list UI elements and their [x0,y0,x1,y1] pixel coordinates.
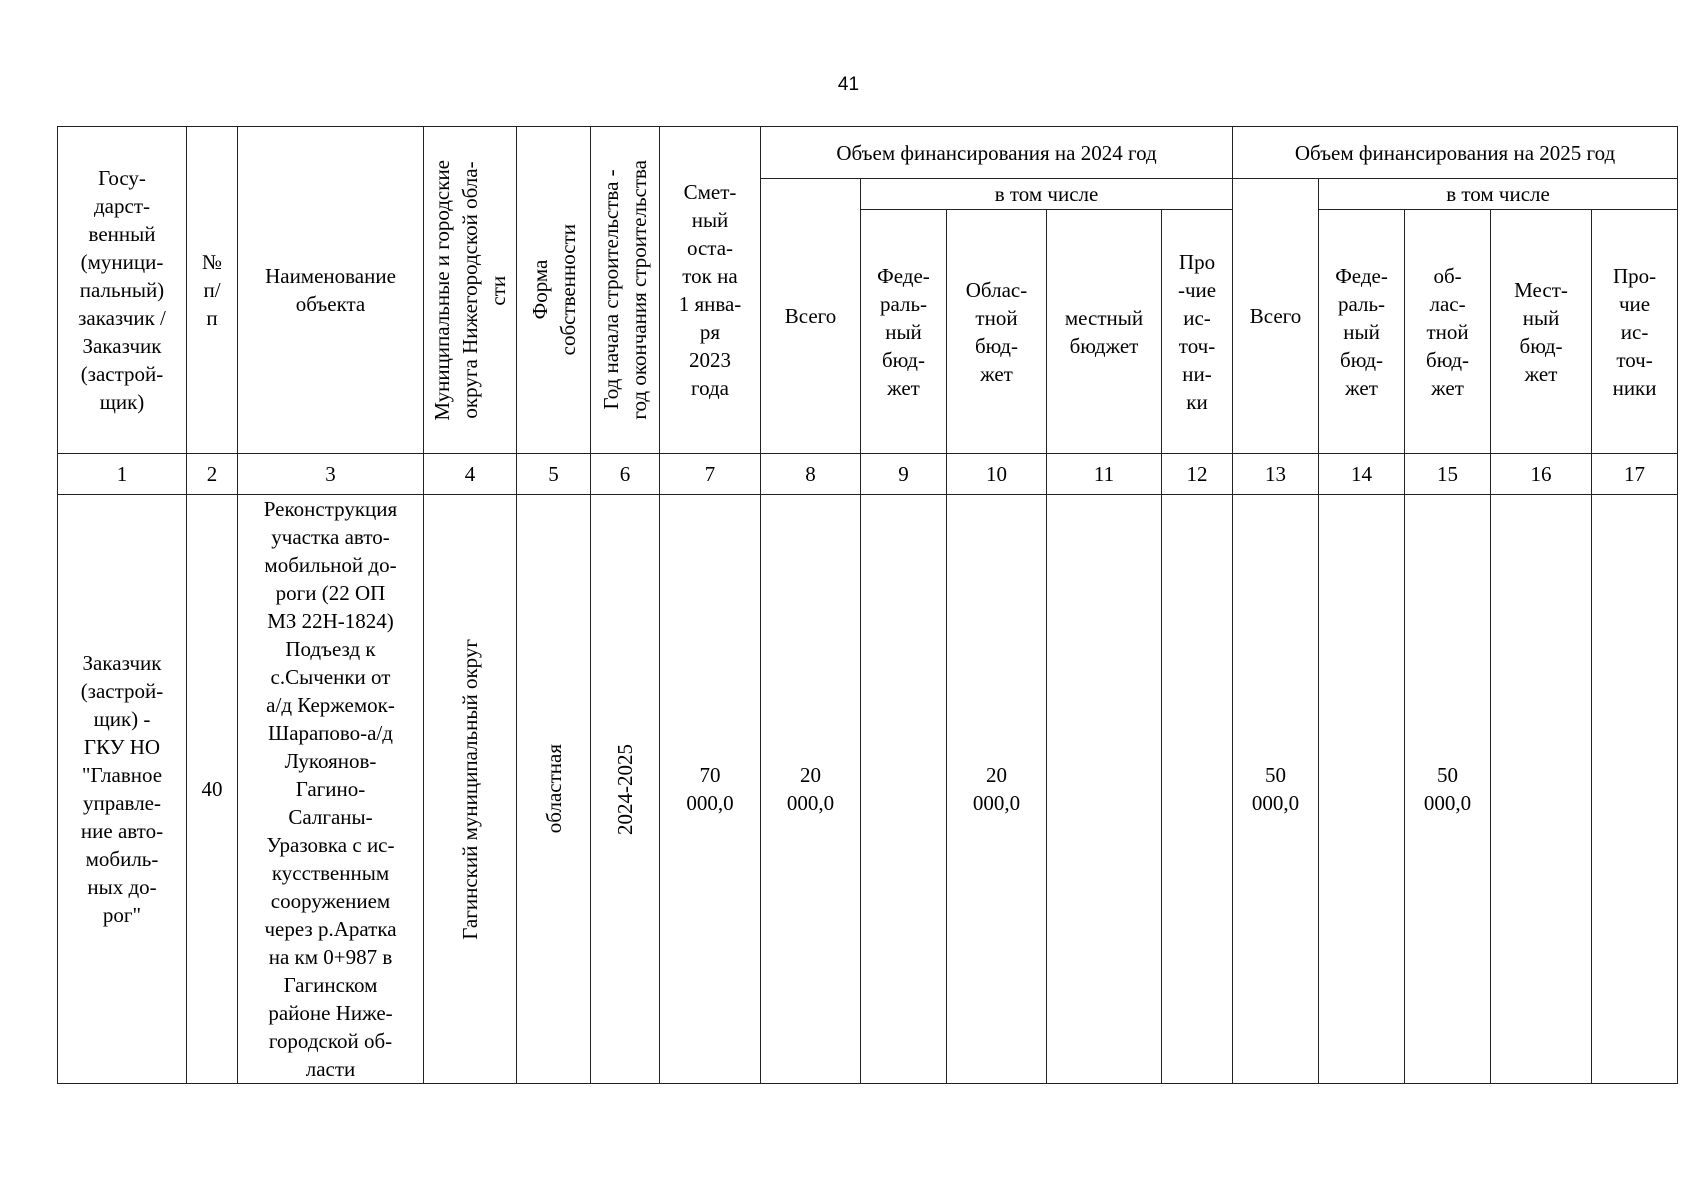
row-regional-2025: 50 000,0 [1405,495,1491,1084]
column-number: 2 [187,454,238,495]
header-balance: Смет- ный оста- ток на 1 янва- ря 2023 года [660,127,761,454]
row-total-2025: 50 000,0 [1233,495,1319,1084]
row-district: Гагинский муниципальный округ [458,638,482,940]
header-including-2024: в том числе [861,179,1233,210]
column-number: 11 [1047,454,1162,495]
column-number: 1 [58,454,187,495]
header-funding-2024: Объем финансирования на 2024 год [761,127,1233,179]
column-number: 15 [1405,454,1491,495]
header-other-2025: Про- чие ис- точ- ники [1592,210,1678,454]
header-local-2025: Мест- ный бюд- жет [1491,210,1592,454]
header-federal-2024: Феде- раль- ный бюд- жет [861,210,947,454]
header-regional-2025: об- лас- тной бюд- жет [1405,210,1491,454]
column-number: 9 [861,454,947,495]
column-number-row [58,454,1678,495]
header-years-cell [591,127,660,454]
row-years-cell [591,495,660,1084]
header-including-2025: в том числе [1319,179,1678,210]
row-federal-2025 [1319,495,1405,1084]
header-local-2024: местный бюджет [1047,210,1162,454]
row-other-2025 [1592,495,1678,1084]
header-ownership: Форма собственности [527,224,580,356]
column-number: 16 [1491,454,1592,495]
investment-table [57,126,1678,1084]
header-row-1 [58,127,1678,179]
column-number: 17 [1592,454,1678,495]
column-number: 14 [1319,454,1405,495]
table-row [58,495,1678,1084]
header-regional-2024: Облас- тной бюд- жет [947,210,1047,454]
row-years: 2024-2025 [613,743,637,835]
row-district-cell [424,495,517,1084]
row-customer: Заказчик (застрой- щик) - ГКУ НО "Главное управле- ние авто- мобиль- ных до- рог" [58,495,187,1084]
header-other-2024: Про -чие ис- точ- ни- ки [1162,210,1233,454]
row-number: 40 [187,495,238,1084]
page-number: 41 [837,74,860,95]
header-number: № п/ п [187,127,238,454]
row-regional-2024: 20 000,0 [947,495,1047,1084]
column-number: 8 [761,454,861,495]
row-total-2024: 20 000,0 [761,495,861,1084]
row-object-name: Реконструкция участка авто- мобильной до- роги (22 ОП МЗ 22Н-1824) Подъезд к с.Сыченки от а/д Кержемок- Шарапово-а/д Лукоянов- Гагино- Салганы- Уразовка с ис- кусственным сооружением через р.Аратка на км 0+987 в Гагинском районе Ниже- городской об- ласти [238,495,424,1084]
row-ownership: областная [541,744,566,834]
column-number: 3 [238,454,424,495]
header-ownership-cell [517,127,591,454]
header-federal-2025: Феде- раль- ный бюд- жет [1319,210,1405,454]
column-number: 7 [660,454,761,495]
row-other-2024 [1162,495,1233,1084]
header-total-2024: Всего [761,179,861,454]
header-object-name: Наименование объекта [238,127,424,454]
column-number: 12 [1162,454,1233,495]
header-districts: Муниципальные и городские округа Нижегородской обла- сти [430,159,510,421]
row-local-2024 [1047,495,1162,1084]
column-number: 6 [591,454,660,495]
header-districts-cell [424,127,517,454]
column-number: 10 [947,454,1047,495]
column-number: 4 [424,454,517,495]
column-number: 13 [1233,454,1319,495]
header-funding-2025: Объем финансирования на 2025 год [1233,127,1678,179]
row-balance: 70 000,0 [660,495,761,1084]
header-customer: Госу- дарст- венный (муници- пальный) заказчик / Заказчик (застрой- щик) [58,127,187,454]
row-ownership-cell [517,495,591,1084]
header-years: Год начала строительства - год окончания строительства [599,160,651,420]
column-number: 5 [517,454,591,495]
header-total-2025: Всего [1233,179,1319,454]
row-federal-2024 [861,495,947,1084]
row-local-2025 [1491,495,1592,1084]
